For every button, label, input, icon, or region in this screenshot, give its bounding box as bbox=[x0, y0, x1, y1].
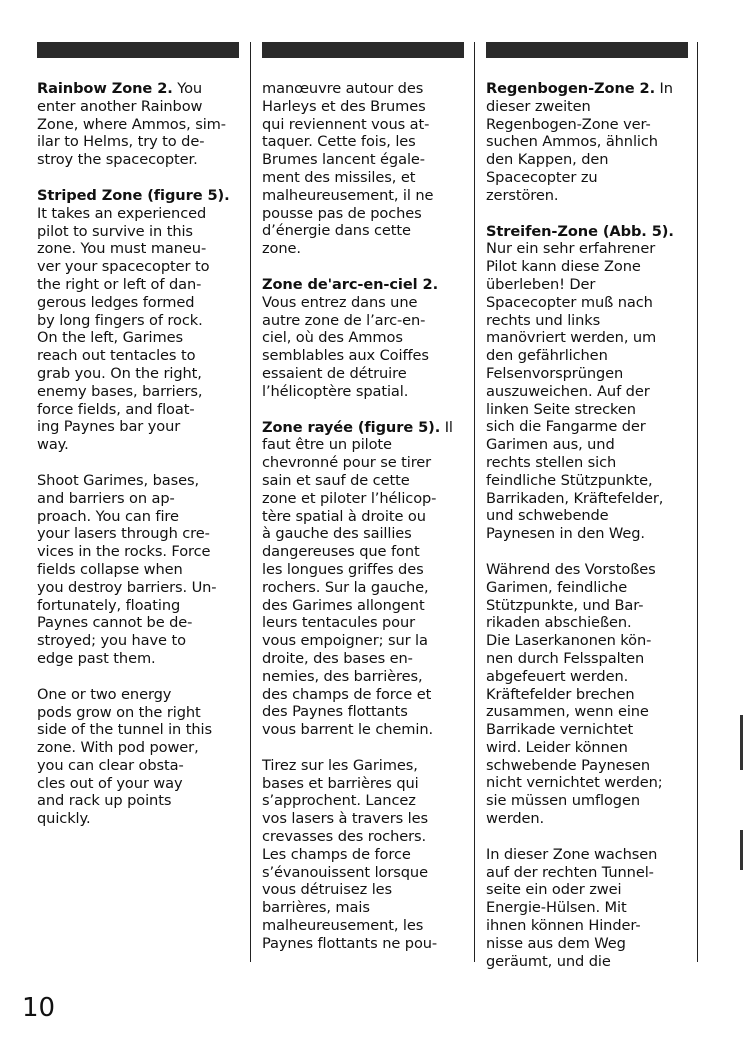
paragraph-heading: Striped Zone (figure 5). bbox=[37, 186, 230, 204]
paragraph-heading: Rainbow Zone 2. bbox=[37, 80, 173, 97]
paragraph-text: In dieser zweiten Regenbogen-Zone ver- suchen Ammos, ähnlich den Kappen, den Spacecopter zu zerstören. bbox=[486, 80, 673, 204]
paragraph-text: In dieser Zone wachsen auf der rechten Tunnel- seite ein oder zwei Energie-Hülsen. Mit ihnen können Hinder- nisse aus dem Weg geräumt, und die bbox=[486, 845, 658, 970]
paragraph bbox=[37, 472, 239, 668]
paragraph-heading: Regenbogen-Zone 2. bbox=[486, 80, 656, 97]
paragraph bbox=[37, 187, 239, 454]
paragraph bbox=[262, 276, 464, 401]
paragraph bbox=[486, 80, 688, 205]
paragraph bbox=[37, 686, 239, 828]
paragraph bbox=[486, 223, 688, 543]
paragraph-text: Tirez sur les Garimes, bases et barrières qui s’approchent. Lancez vos lasers à travers les crevasses des rochers. Les champs de force s’évanouissent lorsque vous détruisez les barrières, mais malheureusement, les Paynes flottants ne pou- bbox=[262, 756, 438, 952]
paragraph-heading: Zone de'arc-en-ciel 2. bbox=[262, 275, 439, 293]
column-divider bbox=[250, 42, 251, 962]
column-english bbox=[37, 42, 239, 846]
paragraph-text: Vous entrez dans une autre zone de l’arc-en- ciel, où des Ammos semblables aux Coiffes essaient de détruire l’hélicoptère spatial. bbox=[262, 293, 429, 400]
paragraph-text: Shoot Garimes, bases, and barriers on ap- proach. You can fire your lasers through cre- vices in the rocks. Force fields collapse when you destroy barriers. Un- fortunately, floating Paynes cannot be de- stroyed; you have to edge past them. bbox=[37, 471, 217, 667]
paragraph-text: You enter another Rainbow Zone, where Ammos, sim- ilar to Helms, try to de- stroy the spacecopter. bbox=[37, 80, 226, 169]
paragraph-heading: Streifen-Zone (Abb. 5). bbox=[486, 222, 674, 240]
paragraph-heading: Zone rayée (figure 5). bbox=[262, 418, 441, 436]
column-divider bbox=[474, 42, 475, 962]
column-german bbox=[486, 42, 688, 988]
column-divider bbox=[697, 42, 698, 962]
paragraph bbox=[262, 757, 464, 953]
paragraph-text: Nur ein sehr erfahrener Pilot kann diese Zone überleben! Der Spacecopter muß nach rechts und links manövriert werden, um den gefährlichen Felsenvorsprüngen auszuweichen. Auf der linken Seite strecken sich die Fangarme der Garimen aus, und rechts stellen sich feindliche Stützpunkte, Barrikaden, Kräftefelder, und schwebende Paynesen in den Weg. bbox=[486, 240, 664, 543]
paragraph-text: Während des Vorstoßes Garimen, feindliche Stützpunkte, und Bar- rikaden abschießen. Die Laserkanonen kön- nen durch Felsspalten abgefeuert werden. Kräftefelder brechen zusammen, wenn eine Barrikade vernichtet wird. Leider können schwebende Paynesen nicht vernichtet werden; sie müssen umflogen werden. bbox=[486, 560, 663, 828]
paragraph bbox=[37, 80, 239, 169]
paragraph bbox=[262, 80, 464, 258]
column-header-bar bbox=[262, 42, 464, 58]
paragraph-text: Il faut être un pilote chevronné pour se tirer sain et sauf de cette zone et piloter l’hélicop- tère spatial à droite ou à gauche des saillies dangereuses que font les longues griffes des rochers. Sur la gauche, des Garimes allongent leurs tentacules pour vous empoigner; sur la droite, des bases en- nemies, des barrières, des champs de force et des Paynes flottants vous barrent le chemin. bbox=[262, 418, 453, 739]
page-number: 10 bbox=[22, 993, 56, 1023]
column-header-bar bbox=[486, 42, 688, 58]
column-header-bar bbox=[37, 42, 239, 58]
paragraph-text: It takes an experienced pilot to survive in this zone. You must maneu- ver your spacecopter to the right or left of dan- gerous ledges formed by long fingers of rock. On the left, Garimes reach out tentacles to grab you. On the right, enemy bases, barriers, force fields, and float- ing Paynes bar your way. bbox=[37, 204, 210, 454]
paragraph bbox=[486, 561, 688, 828]
paragraph bbox=[262, 419, 464, 739]
column-french bbox=[262, 42, 464, 971]
paragraph-text: One or two energy pods grow on the right side of the tunnel in this zone. With pod power, you can clear obsta- cles out of your way and rack up points quickly. bbox=[37, 685, 212, 828]
paragraph-text: manœuvre autour des Harleys et des Brumes qui reviennent vous at- taquer. Cette fois, les Brumes lancent égale- ment des missiles, et malheureusement, il ne pousse pas de poches d’énergie dans cette zone. bbox=[262, 80, 434, 258]
paragraph bbox=[486, 846, 688, 971]
